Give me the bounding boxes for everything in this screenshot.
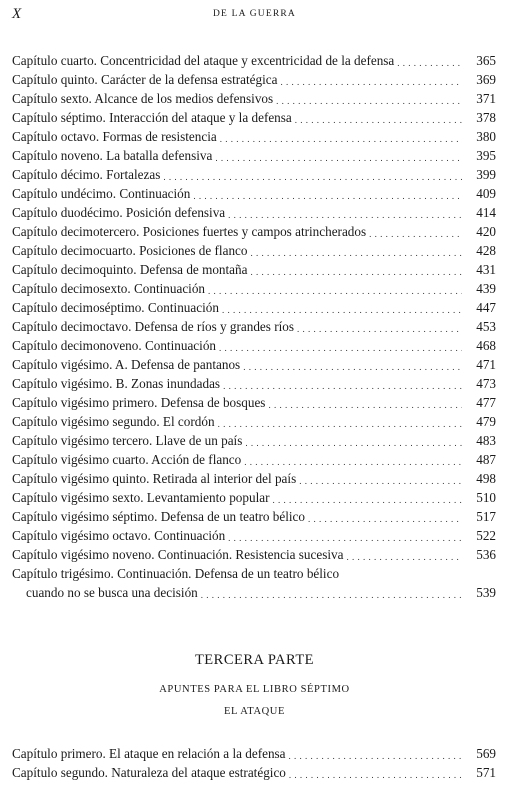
toc-lower (12, 744, 496, 782)
dot-leader (243, 360, 462, 374)
toc-entry (12, 260, 496, 279)
running-head: DE LA GUERRA (212, 9, 296, 19)
dot-leader (219, 341, 462, 355)
toc-entry-title: Capítulo vigésimo segundo. El cordón (12, 414, 215, 429)
toc-entry-title: Capítulo sexto. Alcance de los medios defensivos (12, 91, 274, 106)
toc-entry-title: Capítulo décimo. Fortalezas (12, 167, 161, 182)
toc-entry-page: 498 (476, 471, 496, 486)
toc-entry-title: Capítulo noveno. La batalla defensiva (12, 148, 213, 163)
toc-entry-title: Capítulo segundo. Naturaleza del ataque estratégico (12, 765, 286, 780)
toc-entry-title: Capítulo decimotercero. Posiciones fuertes y campos atrincherados (12, 224, 367, 239)
dot-leader (250, 265, 462, 279)
toc-entry-title: Capítulo vigésimo tercero. Llave de un país (12, 433, 243, 448)
toc-entry-title: Capítulo vigésimo séptimo. Defensa de un teatro bélico (12, 509, 305, 524)
dot-leader (280, 75, 462, 89)
toc-entry (12, 241, 496, 260)
toc-upper (12, 51, 496, 602)
toc-entry (12, 744, 496, 763)
toc-entry-title: Capítulo undécimo. Continuación (12, 186, 191, 201)
dot-leader (201, 588, 462, 602)
toc-entry-page: 571 (476, 765, 496, 780)
toc-entry (12, 165, 496, 184)
book-subtitle: EL ATAQUE (223, 706, 286, 717)
dot-leader (289, 768, 462, 782)
toc-entry-title: Capítulo decimocuarto. Posiciones de flanco (12, 243, 248, 258)
dot-leader (245, 436, 462, 450)
toc-entry-page: 431 (476, 262, 496, 277)
dot-leader (308, 512, 462, 526)
toc-entry (12, 127, 496, 146)
toc-entry-page: 369 (476, 72, 496, 87)
toc-entry-title: Capítulo cuarto. Concentricidad del ataque y excentricidad de la defensa (12, 53, 395, 68)
toc-entry-title: Capítulo decimoctavo. Defensa de ríos y grandes ríos (12, 319, 294, 334)
toc-entry (12, 108, 496, 127)
dot-leader (268, 398, 462, 412)
toc-entry-page: 473 (476, 376, 496, 391)
dot-leader (218, 417, 462, 431)
toc-entry-page: 477 (476, 395, 496, 410)
toc-entry-page: 365 (476, 53, 496, 68)
toc-entry-page: 439 (476, 281, 496, 296)
toc-entry-title: Capítulo decimoquinto. Defensa de montaña (12, 262, 248, 277)
toc-entry-page: 483 (476, 433, 496, 448)
toc-entry (12, 51, 496, 70)
toc-entry-page: 569 (476, 746, 496, 761)
toc-entry-page: 447 (476, 300, 496, 315)
toc-entry (12, 450, 496, 469)
toc-entry-title: Capítulo vigésimo. B. Zonas inundadas (12, 376, 221, 391)
toc-entry-page: 378 (476, 110, 496, 125)
dot-leader (228, 531, 462, 545)
dot-leader (193, 189, 462, 203)
toc-entry (12, 763, 496, 782)
toc-entry (12, 355, 496, 374)
dot-leader (215, 151, 462, 165)
toc-entry-page: 453 (476, 319, 496, 334)
toc-entry (12, 431, 496, 450)
dot-leader (220, 132, 462, 146)
toc-entry-title: Capítulo vigésimo octavo. Continuación (12, 528, 226, 543)
dot-leader (222, 303, 462, 317)
toc-entry-title-line1: Capítulo trigésimo. Continuación. Defensa de un teatro bélico (12, 566, 340, 581)
dot-leader (295, 113, 462, 127)
toc-entry-page: 536 (476, 547, 496, 562)
toc-entry-page: 428 (476, 243, 496, 258)
toc-entry (12, 393, 496, 412)
toc-entry-page: 414 (476, 205, 496, 220)
toc-entry-title: Capítulo vigésimo noveno. Continuación. Resistencia sucesiva (12, 547, 344, 562)
toc-entry (12, 298, 496, 317)
toc-entry-title: Capítulo duodécimo. Posición defensiva (12, 205, 226, 220)
toc-entry (12, 412, 496, 431)
toc-entry-page: 487 (476, 452, 496, 467)
dot-leader (163, 170, 462, 184)
toc-entry-title: Capítulo decimoséptimo. Continuación (12, 300, 219, 315)
toc-entry (12, 374, 496, 393)
toc-entry-title: Capítulo vigésimo sexto. Levantamiento popular (12, 490, 270, 505)
toc-entry-page: 380 (476, 129, 496, 144)
toc-entry-page: 395 (476, 148, 496, 163)
toc-entry (12, 146, 496, 165)
book-title: APUNTES PARA EL LIBRO SÉPTIMO (159, 684, 350, 695)
toc-entry-page: 399 (476, 167, 496, 182)
toc-entry (12, 469, 496, 488)
toc-entry-page: 468 (476, 338, 496, 353)
toc-entry-title: Capítulo octavo. Formas de resistencia (12, 129, 217, 144)
toc-entry-page: 371 (476, 91, 496, 106)
dot-leader (299, 474, 462, 488)
toc-entry (12, 317, 496, 336)
toc-entry-title: Capítulo decimosexto. Continuación (12, 281, 206, 296)
toc-entry-page: 539 (476, 585, 496, 600)
toc-entry-title: Capítulo vigésimo primero. Defensa de bosques (12, 395, 266, 410)
dot-leader (244, 455, 462, 469)
dot-leader (272, 493, 462, 507)
dot-leader (208, 284, 462, 298)
part-title: TERCERA PARTE (194, 652, 315, 668)
toc-entry (12, 279, 496, 298)
toc-entry-page: 517 (476, 509, 496, 524)
toc-entry (12, 70, 496, 89)
dot-leader (276, 94, 462, 108)
toc-entry (12, 184, 496, 203)
dot-leader (397, 56, 462, 70)
dot-leader (297, 322, 462, 336)
dot-leader (289, 749, 462, 763)
dot-leader (250, 246, 462, 260)
toc-entry-multiline (12, 564, 496, 583)
toc-entry-title: Capítulo primero. El ataque en relación a la defensa (12, 746, 286, 761)
toc-entry-title: Capítulo vigésimo. A. Defensa de pantanos (12, 357, 241, 372)
toc-entry (12, 222, 496, 241)
toc-entry-title-line2: cuando no se busca una decisión (26, 585, 198, 600)
toc-entry (12, 89, 496, 108)
toc-entry-page: 510 (476, 490, 496, 505)
toc-entry-page: 479 (476, 414, 496, 429)
toc-entry-page: 420 (476, 224, 496, 239)
toc-entry-title: Capítulo vigésimo cuarto. Acción de flanco (12, 452, 242, 467)
toc-entry (12, 336, 496, 355)
toc-entry-title: Capítulo quinto. Carácter de la defensa estratégica (12, 72, 278, 87)
dot-leader (346, 550, 462, 564)
toc-entry (12, 488, 496, 507)
toc-entry-page: 471 (476, 357, 496, 372)
toc-entry-page: 522 (476, 528, 496, 543)
toc-entry-title: Capítulo séptimo. Interacción del ataque y la defensa (12, 110, 292, 125)
toc-entry-continuation (12, 583, 496, 602)
dot-leader (223, 379, 462, 393)
toc-entry-title: Capítulo decimonoveno. Continuación (12, 338, 217, 353)
toc-entry (12, 526, 496, 545)
dot-leader (228, 208, 462, 222)
toc-entry (12, 507, 496, 526)
toc-entry-page: 409 (476, 186, 496, 201)
toc-entry (12, 545, 496, 564)
page-number: X (12, 6, 22, 22)
toc-entry (12, 203, 496, 222)
dot-leader (369, 227, 462, 241)
toc-entry-title: Capítulo vigésimo quinto. Retirada al interior del país (12, 471, 297, 486)
